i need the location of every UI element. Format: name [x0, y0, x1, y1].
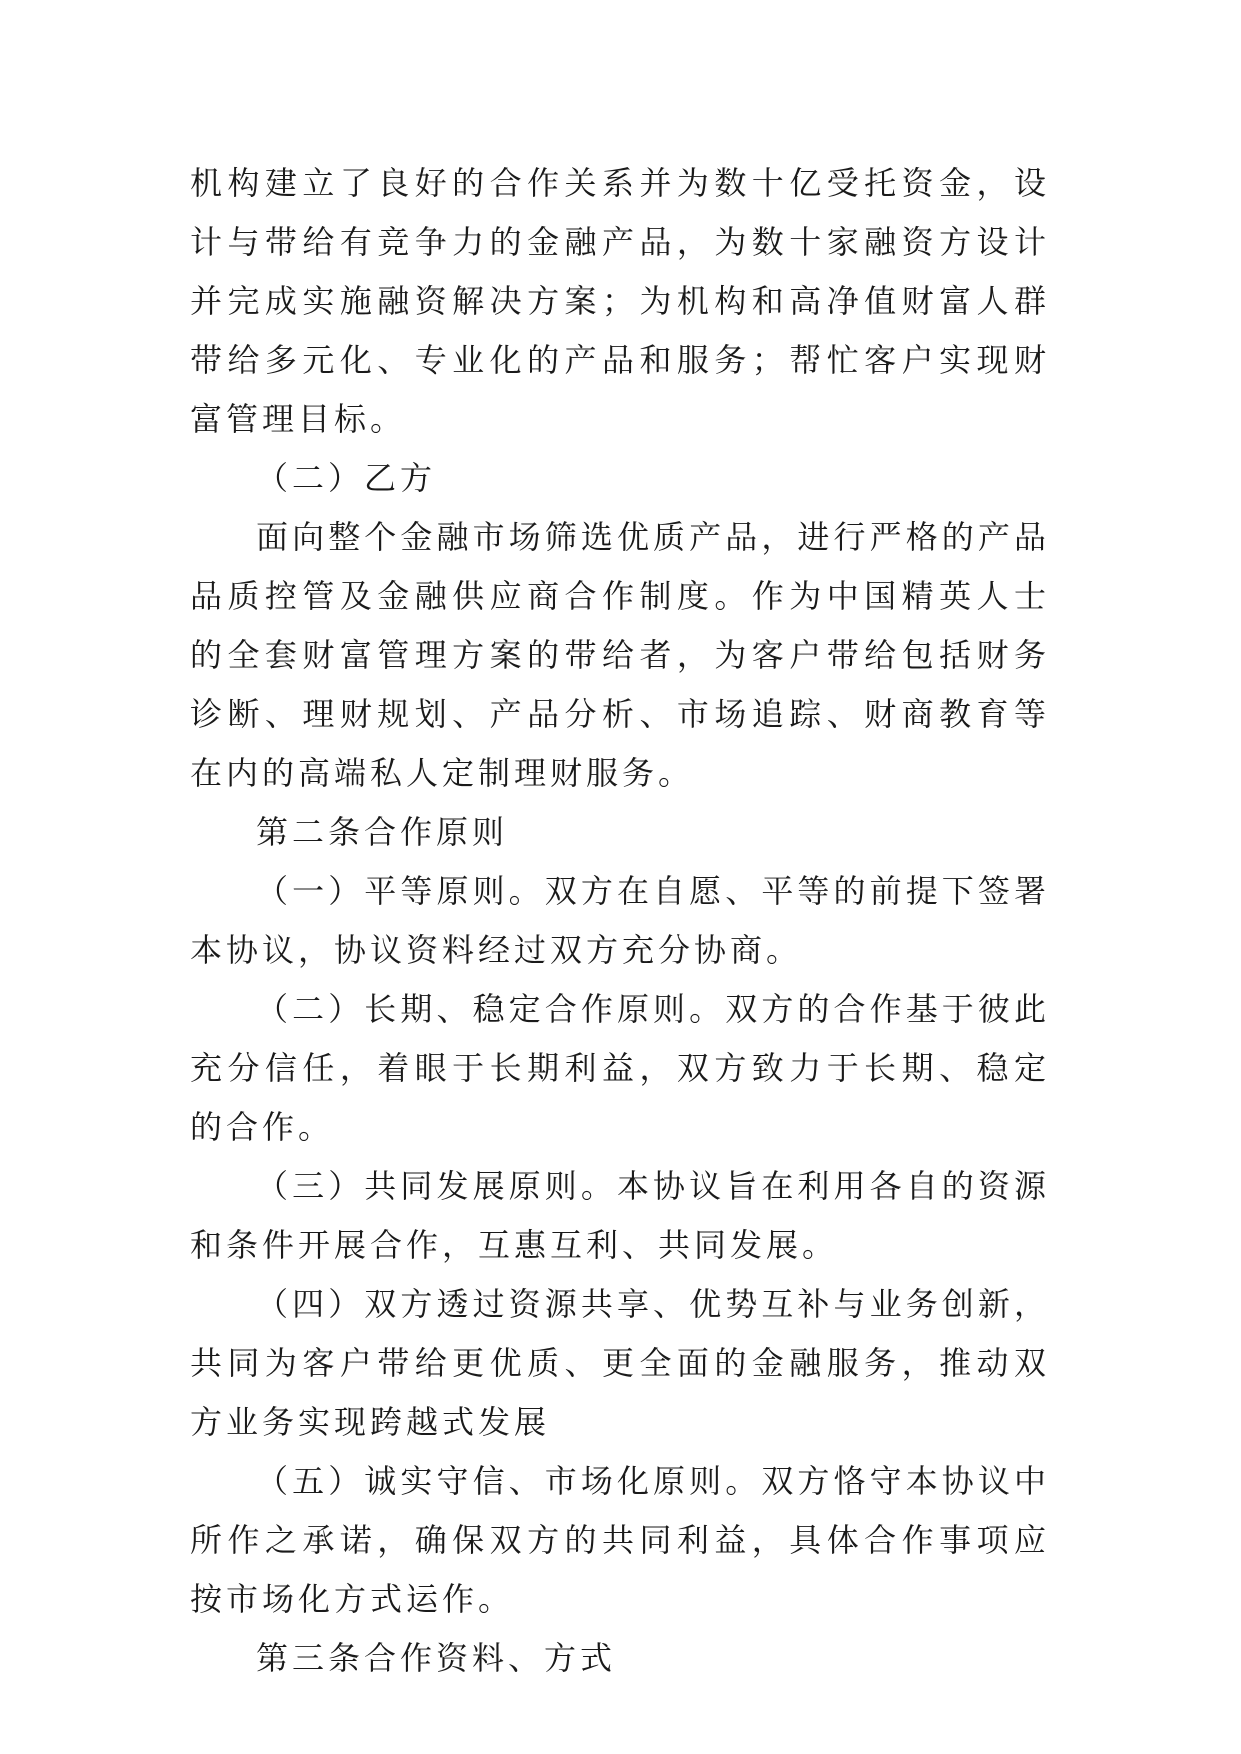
- paragraph-party-b-description: 面向整个金融市场筛选优质产品，进行严格的产品品质控管及金融供应商合作制度。作为中国精英人士的全套财富管理方案的带给者，为客户带给包括财务诊断、理财规划、产品分析、市场追踪、财商教育等在内的高端私人定制理财服务。: [190, 518, 1050, 792]
- paragraph-principle-3: （三）共同发展原则。本协议旨在利用各自的资源和条件开展合作，互惠互利、共同发展。: [190, 1167, 1050, 1264]
- document-body: [190, 154, 1050, 1688]
- heading-article-2: 第二条合作原则: [256, 813, 509, 851]
- heading-article-3: 第三条合作资料、方式: [256, 1639, 617, 1677]
- heading-party-b: （二）乙方: [256, 459, 437, 497]
- paragraph-principle-2: （二）长期、稳定合作原则。双方的合作基于彼此充分信任，着眼于长期利益，双方致力于长期、稳定的合作。: [190, 990, 1050, 1146]
- paragraph-principle-4: （四）双方透过资源共享、优势互补与业务创新，共同为客户带给更优质、更全面的金融服务，推动双方业务实现跨越式发展: [190, 1285, 1050, 1441]
- paragraph-intro-continued: 机构建立了良好的合作关系并为数十亿受托资金，设计与带给有竞争力的金融产品，为数十家融资方设计并完成实施融资解决方案；为机构和高净值财富人群带给多元化、专业化的产品和服务；帮忙客户实现财富管理目标。: [190, 164, 1050, 438]
- paragraph-principle-5: （五）诚实守信、市场化原则。双方恪守本协议中所作之承诺，确保双方的共同利益，具体合作事项应按市场化方式运作。: [190, 1462, 1050, 1618]
- paragraph-principle-1: （一）平等原则。双方在自愿、平等的前提下签署本协议，协议资料经过双方充分协商。: [190, 872, 1050, 969]
